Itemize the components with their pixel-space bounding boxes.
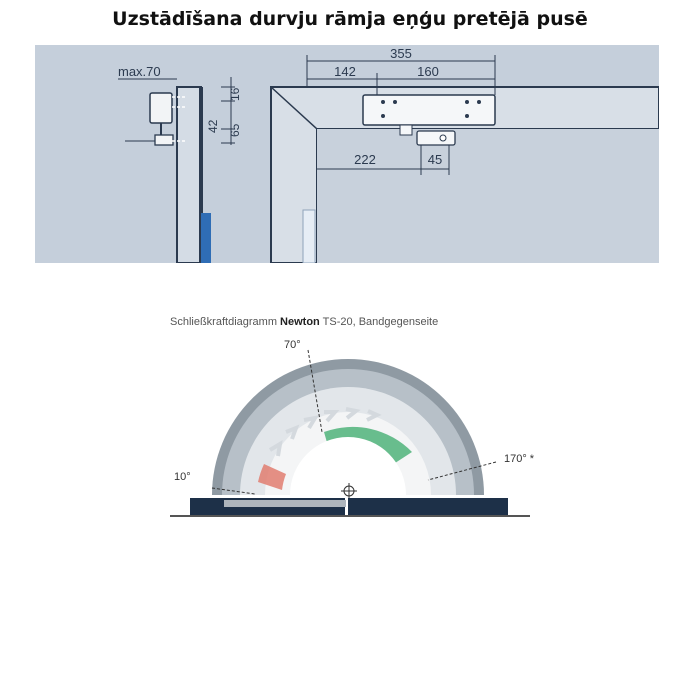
door-seal bbox=[201, 213, 211, 263]
floor-line bbox=[170, 515, 530, 517]
closer-body-side bbox=[150, 93, 172, 123]
door-leaf bbox=[224, 500, 346, 507]
door-opening bbox=[317, 129, 659, 263]
slide-block bbox=[440, 135, 446, 141]
frame-block-right bbox=[348, 498, 508, 515]
screw-hole bbox=[393, 100, 397, 104]
screw-hole bbox=[465, 100, 469, 104]
door-edge bbox=[303, 210, 315, 263]
installation-drawing bbox=[35, 45, 659, 263]
dim-355: 355 bbox=[390, 46, 412, 61]
closer-pinion bbox=[400, 125, 412, 135]
closer-body bbox=[363, 95, 495, 125]
dim-160: 160 bbox=[417, 64, 439, 79]
frame-profile bbox=[177, 87, 201, 263]
screw-hole bbox=[477, 100, 481, 104]
dim-65: 65 bbox=[228, 123, 242, 137]
page-title: Uzstādīšana durvju rāmja eņģu pretējā pusē bbox=[112, 8, 588, 30]
angle-label-10: 10° bbox=[174, 471, 191, 483]
dim-45: 45 bbox=[427, 152, 443, 167]
slide-rail-side bbox=[155, 135, 173, 145]
dim-42: 42 bbox=[206, 119, 220, 133]
dim-16: 16 bbox=[228, 87, 242, 101]
dim-max70: max.70 bbox=[118, 64, 161, 79]
diagram-caption: Schließkraftdiagramm Newton TS-20, Bandgegenseite bbox=[170, 316, 439, 328]
angle-label-170: 170° * bbox=[504, 453, 535, 465]
screw-hole bbox=[381, 100, 385, 104]
angle-label-70: 70° bbox=[284, 339, 301, 351]
screw-hole bbox=[465, 114, 469, 118]
closing-force-diagram bbox=[160, 300, 540, 530]
screw-hole bbox=[381, 114, 385, 118]
dim-142: 142 bbox=[334, 64, 356, 79]
slide-channel bbox=[417, 131, 455, 145]
dim-222: 222 bbox=[354, 152, 376, 167]
